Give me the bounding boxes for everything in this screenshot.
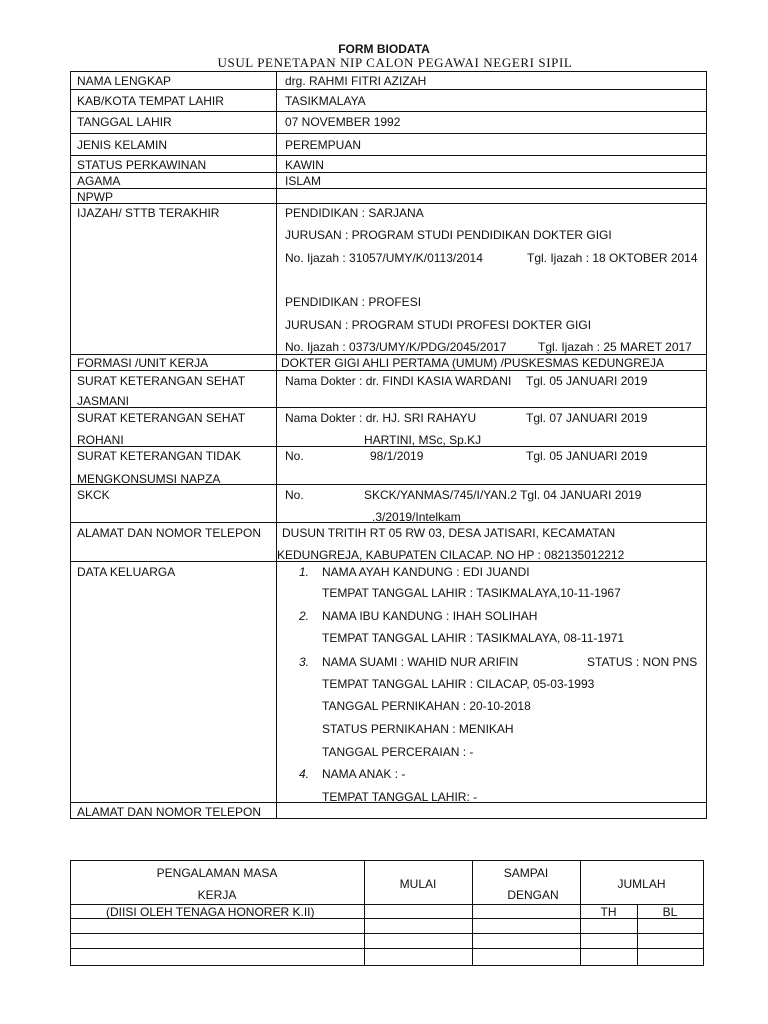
label-sehat-jasmani-1: SURAT KETERANGAN SEHAT [77, 374, 246, 388]
label-formasi: FORMASI /UNIT KERJA [77, 356, 209, 370]
value-skck-2: .3/2019/Intelkam [372, 510, 461, 524]
keluarga-num-4: 4. [299, 767, 310, 781]
ijazah-no-1: No. Ijazah : 31057/UMY/K/0113/2014 [285, 251, 483, 265]
value-sehat-jasmani: Nama Dokter : dr. FINDI KASIA WARDANI [285, 374, 512, 388]
label-status-perkawinan: STATUS PERKAWINAN [77, 158, 207, 172]
value-formasi: DOKTER GIGI AHLI PERTAMA (UMUM) /PUSKESMAS KEDUNGREJA [281, 356, 664, 370]
keluarga-num-2: 2. [299, 609, 310, 623]
value-sehat-rohani: Nama Dokter : dr. HJ. SRI RAHAYU [285, 411, 477, 425]
napza-no-label: No. [285, 449, 304, 463]
tgl-napza: Tgl. 05 JANUARI 2019 [526, 449, 648, 463]
keluarga-tgl-cerai: TANGGAL PERCERAIAN : - [322, 745, 474, 759]
label-tanggal-lahir: TANGGAL LAHIR [77, 115, 172, 129]
label-jenis-kelamin: JENIS KELAMIN [77, 138, 168, 152]
form-title: FORM BIODATA [338, 42, 430, 56]
keluarga-ibu: NAMA IBU KANDUNG : IHAH SOLIHAH [322, 609, 538, 623]
keluarga-status-nikah: STATUS PERNIKAHAN : MENIKAH [322, 722, 514, 736]
form-subtitle: USUL PENETAPAN NIP CALON PEGAWAI NEGERI SIPIL [217, 55, 573, 70]
keluarga-anak-ttl: TEMPAT TANGGAL LAHIR: - [322, 790, 478, 804]
ijazah-pendidikan-1: PENDIDIKAN : SARJANA [285, 206, 424, 220]
pengalaman-bl: BL [662, 905, 678, 919]
keluarga-tgl-nikah: TANGGAL PERNIKAHAN : 20-10-2018 [322, 699, 531, 713]
ijazah-no-2: No. Ijazah : 0373/UMY/K/PDG/2045/2017 [285, 340, 507, 354]
label-skck: SKCK [77, 488, 110, 502]
keluarga-anak: NAMA ANAK : - [322, 767, 406, 781]
tgl-sehat-rohani: Tgl. 07 JANUARI 2019 [526, 411, 648, 425]
label-nama-lengkap: NAMA LENGKAP [77, 74, 172, 88]
ijazah-pendidikan-2: PENDIDIKAN : PROFESI [285, 295, 422, 309]
tgl-sehat-jasmani: Tgl. 05 JANUARI 2019 [526, 374, 648, 388]
pengalaman-header-1a: PENGALAMAN MASA [156, 866, 278, 880]
pengalaman-header-sampai: SAMPAI [503, 866, 549, 880]
label-alamat-2: ALAMAT DAN NOMOR TELEPON [77, 805, 262, 819]
label-tempat-lahir: KAB/KOTA TEMPAT LAHIR [77, 94, 224, 108]
value-alamat-1: DUSUN TRITIH RT 05 RW 03, DESA JATISARI, KECAMATAN [282, 526, 616, 540]
label-sehat-rohani-1: SURAT KETERANGAN SEHAT [77, 411, 246, 425]
label-alamat: ALAMAT DAN NOMOR TELEPON [77, 526, 262, 540]
label-ijazah: IJAZAH/ STTB TERAKHIR [77, 206, 220, 220]
value-alamat-2: KEDUNGREJA, KABUPATEN CILACAP. NO HP : 082135012212 [277, 548, 625, 562]
value-sehat-rohani-2: HARTINI, MSc, Sp.KJ [364, 433, 482, 447]
value-napza: 98/1/2019 [370, 449, 424, 463]
label-sehat-jasmani-2: JASMANI [77, 394, 130, 408]
keluarga-num-3: 3. [299, 655, 310, 669]
value-jenis-kelamin: PEREMPUAN [285, 138, 362, 152]
value-nama-lengkap: drg. RAHMI FITRI AZIZAH [285, 74, 427, 88]
pengalaman-header-jumlah: JUMLAH [617, 877, 666, 891]
keluarga-suami-ttl: TEMPAT TANGGAL LAHIR : CILACAP, 05-03-1993 [322, 677, 595, 691]
label-data-keluarga: DATA KELUARGA [77, 565, 176, 579]
label-sehat-rohani-2: ROHANI [77, 433, 124, 447]
value-agama: ISLAM [285, 174, 322, 188]
skck-no-label: No. [285, 488, 304, 502]
pengalaman-subheader: (DIISI OLEH TENAGA HONORER K.II) [106, 905, 315, 919]
value-status-perkawinan: KAWIN [285, 158, 324, 172]
pengalaman-th: TH [600, 905, 617, 919]
value-tanggal-lahir: 07 NOVEMBER 1992 [285, 115, 401, 129]
keluarga-ibu-ttl: TEMPAT TANGGAL LAHIR : TASIKMALAYA, 08-11-1971 [322, 631, 625, 645]
pengalaman-header-1b: KERJA [197, 888, 237, 902]
pengalaman-header-dengan: DENGAN [507, 888, 559, 902]
keluarga-ayah-ttl: TEMPAT TANGGAL LAHIR : TASIKMALAYA,10-11-1967 [322, 586, 621, 600]
keluarga-suami: NAMA SUAMI : WAHID NUR ARIFIN [322, 655, 519, 669]
ijazah-tgl-2: Tgl. Ijazah : 25 MARET 2017 [538, 340, 692, 354]
label-agama: AGAMA [77, 174, 121, 188]
keluarga-num-1: 1. [299, 565, 310, 579]
ijazah-tgl-1: Tgl. Ijazah : 18 OKTOBER 2014 [527, 251, 698, 265]
value-tempat-lahir: TASIKMALAYA [285, 94, 366, 108]
value-skck: SKCK/YANMAS/745/I/YAN.2 Tgl. 04 JANUARI 2019 [364, 488, 642, 502]
keluarga-suami-status: STATUS : NON PNS [587, 655, 698, 669]
ijazah-jurusan-1: JURUSAN : PROGRAM STUDI PENDIDIKAN DOKTER GIGI [285, 228, 612, 242]
pengalaman-header-mulai: MULAI [399, 877, 437, 891]
label-npwp: NPWP [77, 190, 113, 204]
label-napza-1: SURAT KETERANGAN TIDAK [77, 449, 242, 463]
keluarga-ayah: NAMA AYAH KANDUNG : EDI JUANDI [322, 565, 530, 579]
label-napza-2: MENGKONSUMSI NAPZA [77, 472, 221, 486]
ijazah-jurusan-2: JURUSAN : PROGRAM STUDI PROFESI DOKTER GIGI [285, 318, 592, 332]
